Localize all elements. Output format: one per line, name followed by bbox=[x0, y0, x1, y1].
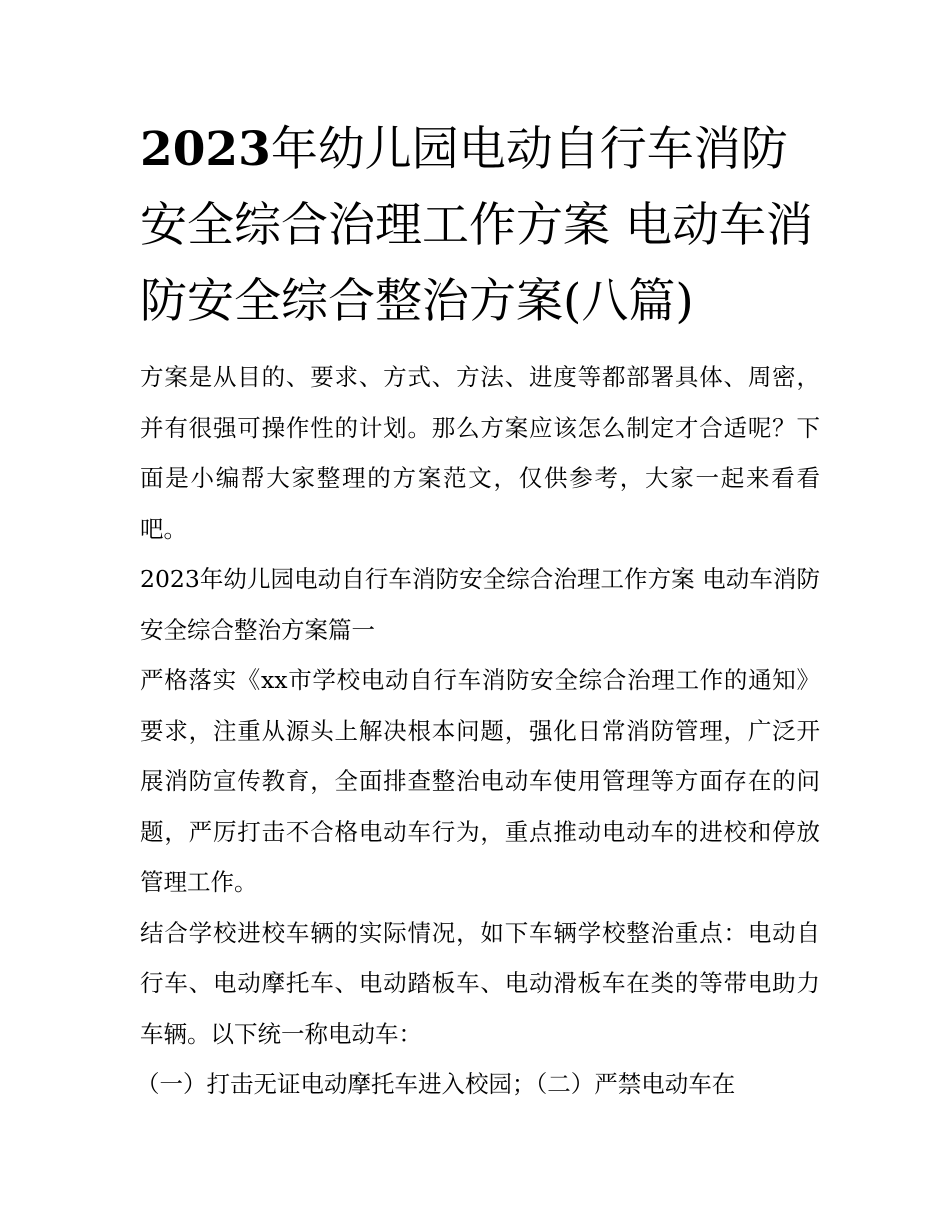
body-paragraph: 严格落实《xx市学校电动自行车消防安全综合治理工作的通知》要求，注重从源头上解决根本问题，强化日常消防管理，广泛开展消防宣传教育，全面排查整治电动车使用管理等方面存在的问题，严厉打击不合格电动车行为，重点推动电动车的进校和停放管理工作。 bbox=[140, 666, 820, 896]
title-text: 年幼儿园电动自行车消防安全综合治理工作方案 电动车消防安全综合整治方案(八篇) bbox=[140, 122, 813, 329]
title-year: 2023 bbox=[140, 122, 271, 177]
document-title bbox=[140, 112, 820, 340]
document-body bbox=[136, 352, 820, 1110]
intro-paragraph: 方案是从目的、要求、方式、方法、进度等都部署具体、周密，并有很强可操作性的计划。那么方案应该怎么制定才合适呢？下面是小编帮大家整理的方案范文，仅供参考，大家一起来看看吧。 bbox=[140, 363, 820, 543]
section-heading: 2023年幼儿园电动自行车消防安全综合治理工作方案 电动车消防安全综合整治方案篇一 bbox=[140, 565, 820, 644]
body-paragraph: 结合学校进校车辆的实际情况，如下车辆学校整治重点：电动自行车、电动摩托车、电动踏板车、电动滑板车在类的等带电助力车辆。以下统一称电动车： bbox=[140, 918, 820, 1048]
list-line: （一）打击无证电动摩托车进入校园；（二）严禁电动车在 bbox=[136, 1070, 736, 1098]
